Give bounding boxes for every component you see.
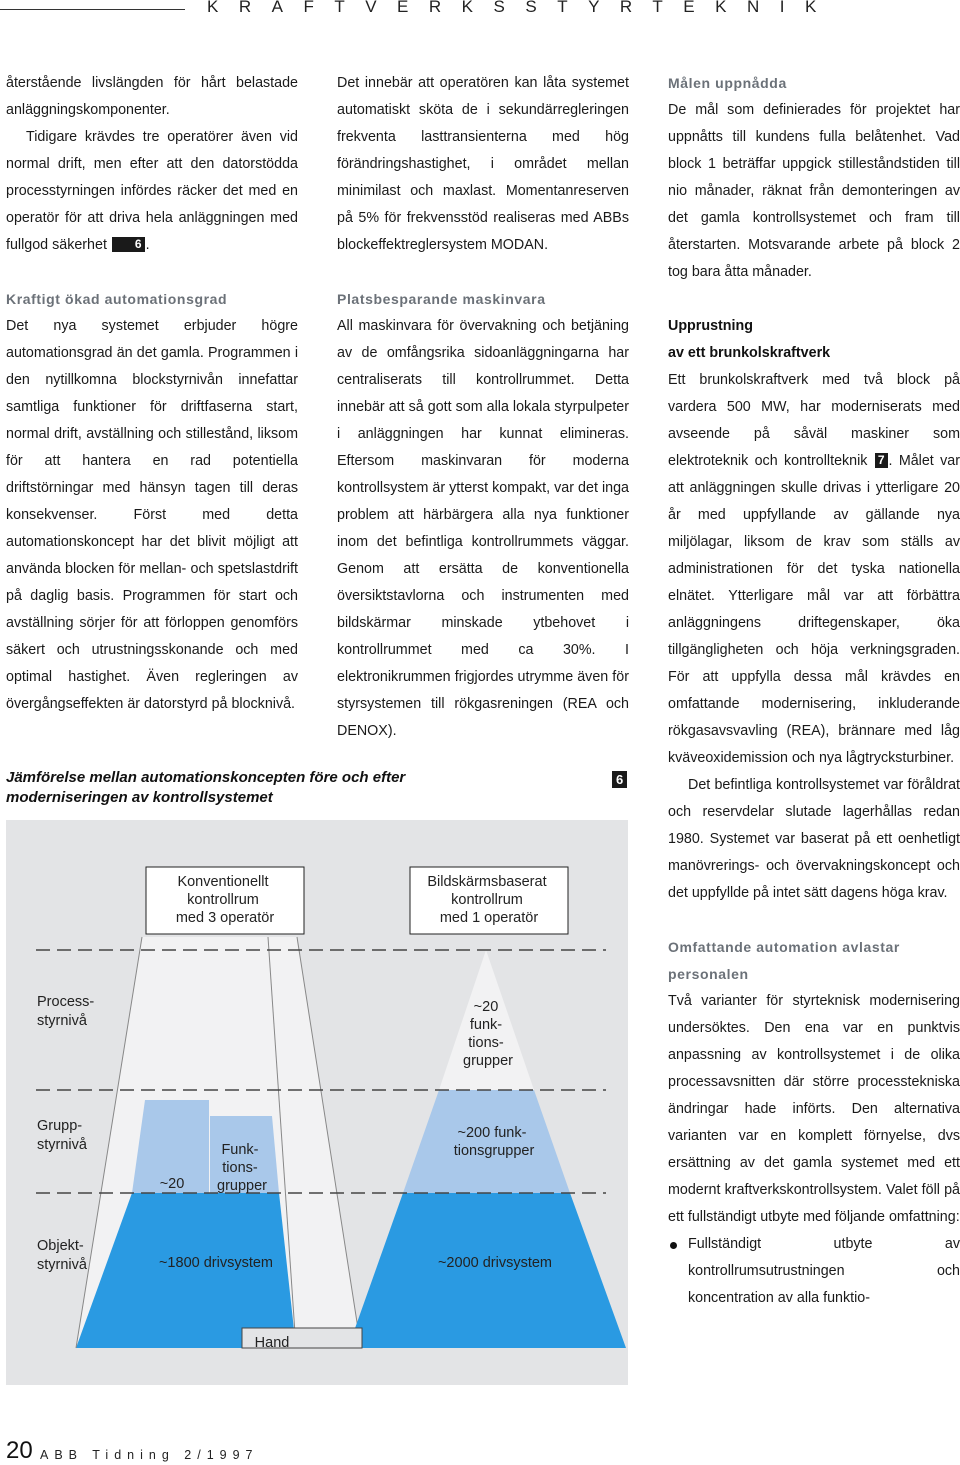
paragraph: Ett brunkolskraftverk med två block på vardera 500 MW, har moderniserats med avseende på såväl maskiner som elektroteknik och kontrollteknik 7 . Målet var att anläggningen skulle drivas i ytterligare 20 år med uppfyllande av gällande nya miljölagar, liksom de krav som ställs av administrationen för det tyska nationella elnätet. Ytterligare mål var att förbättra anläggningens driftegenskaper, öka tillgängligheten och höja verkningsgraden. För att uppfylla dessa mål krävdes en omfattande modernisering, inkluderande rökgasavsvavling (REA), brännare med låg kväveoxidemission och nya lågtrycksturbiner. [668, 372, 960, 766]
right-group-label: ~200 funk- tionsgrupper [453, 1125, 535, 1159]
section-heading: Målen uppnådda [668, 75, 787, 91]
paragraph: återstående livslängden för hårt belastade anläggningskomponenter. [6, 75, 298, 118]
column-1 [6, 70, 298, 718]
journal-name: ABB Tidning 2/1997 [40, 1448, 259, 1462]
figure-ref: 7 [875, 453, 888, 468]
paragraph: De mål som definierades för projektet har uppnåtts till kundens fulla belåtenhet. Vad block 1 beträffar uppgick stilleståndstiden till nio månader, räknat från demonteringen av det gamla kontrollsystemet och fram till återstarten. Motsvarande arbete på block 2 tog bara åtta månader. [668, 102, 960, 280]
section-heading: Omfattande automation avlastar personalen [668, 939, 900, 982]
section-heading: Kraftigt ökad automationsgrad [6, 291, 228, 307]
section-heading: Platsbesparande maskinvara [337, 291, 546, 307]
right-drive-label: ~2000 drivsystem [437, 1255, 553, 1271]
paragraph: Det nya systemet erbjuder högre automationsgrad än det gamla. Programmen i den nytillkomna blockstyrnivån innefattar samtliga funktioner för driftfaserna start, normal drift, avställning och stillestånd, liksom för att hantera en rad potentiella driftstörningar med hänsyn tagen till deras konsekvenser. Först med detta automationskoncept har det blivit möjligt att använda blocken för mellan- och spetslastdrift på daglig basis. Programmen för start och avställning sörjer för att förloppen genomförs säkert och utrustningsskonande och med optimal hastighet. Även regleringen av övergångseffekten är datorstyrd på blocknivå. [6, 318, 298, 712]
section-heading: av ett brunkolskraftverk [668, 345, 831, 361]
left-group-count: ~20 [159, 1176, 185, 1192]
left-group-label: Funk- tions- grupper [217, 1142, 267, 1194]
column-3 [668, 70, 960, 1312]
paragraph: Tidigare krävdes tre operatörer även vid normal drift, men efter att den datorstödda processtyrningen infördes räcker det med en operatör för att driva hela anläggningen med fullgod säkerhet 6 . [6, 129, 298, 253]
paragraph: Två varianter för styrteknisk modernisering undersöktes. Den ena var en punktvis anpassning av kontrollsystemet i de olika processavsnitten där större processtekniska ändringar hade införts. Den alternativa varianten var en komplett förnyelse, dvs ersättning av det gamla systemet med ett modernt kraftverkskontrollsystem. Valet föll på ett fullständigt utbyte med följande omfattning: [668, 993, 960, 1225]
conventional-box-label: Konventionellt kontrollrum med 3 operatör [175, 874, 275, 926]
bullet-item: Fullständigt utbyte av kontrollrumsutrustningen och koncentration av alla funktio- [668, 1231, 960, 1312]
level-group-label: Grupp- styrnivå [37, 1118, 87, 1153]
section-heading: Upprustning [668, 318, 753, 334]
figure-number: 6 [612, 771, 627, 788]
figure-diagram [6, 820, 628, 1385]
screen-box-label: Bildskärmsbaserat kontrollrum med 1 operatör [427, 874, 547, 926]
level-object-label: Objekt- styrnivå [37, 1238, 87, 1273]
left-hand-label: Hand [254, 1335, 290, 1351]
running-header: KRAFTVERKSSTYRTEKNIK [207, 0, 837, 16]
figure-ref: 6 [112, 237, 145, 252]
paragraph: All maskinvara för övervakning och betjäning av de omfångsrika sidoanläggningarna har centraliserats till kontrollrummet. Detta innebär att så gott som alla lokala styrpulpeter i anläggningen har kunnat elimineras. Eftersom maskinvaran för moderna kontrollsystem är ytterst kompakt, var det inga problem att härbärgera alla nya funktioner inom det befintliga kontrollrummets väggar. Genom att ersätta de konventionella översiktstavlorna och instrumenten med bildskärmar minskade ytbehovet i kontrollrummet med ca 30%. I elektronikrummen frigjordes utrymme även för styrsystemen till rökgasreningen (REA och DENOX). [337, 318, 629, 739]
page-number: 20 [6, 1437, 33, 1464]
header-rule [0, 9, 185, 10]
level-process-label: Process- styrnivå [37, 994, 95, 1029]
left-drive-label: ~1800 drivsystem [158, 1255, 274, 1271]
figure-caption: Jämförelse mellan automationskoncepten före och efter moderniseringen av kontrollsystemet [6, 769, 406, 806]
column-2 [337, 70, 629, 745]
right-top-label: ~20 funk- tions- grupper [463, 999, 513, 1069]
paragraph: Det befintliga kontrollsystemet var föråldrat och reservdelar slutade lagerhållas redan 1980. Systemet var baserat på ett oenhetligt manövrerings- och övervakningskoncept och det uppfyllde på intet sätt dagens höga krav. [668, 777, 960, 901]
paragraph: Det innebär att operatören kan låta systemet automatiskt sköta de i sekundärregleringen frekventa lasttransienterna med hög förändringshastighet, i området mellan minimilast och maxlast. Momentanreserven på 5% för frekvensstöd realiseras med ABBs blockeffektreglersystem MODAN. [337, 75, 629, 253]
